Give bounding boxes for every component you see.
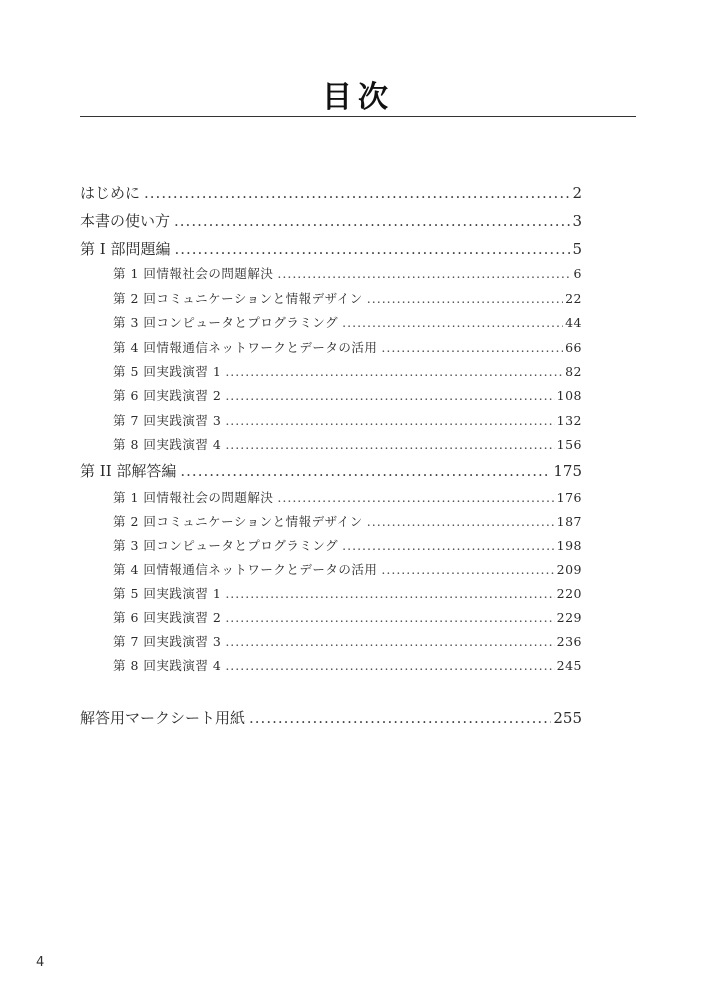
dot-leader — [225, 610, 554, 625]
dot-leader — [144, 184, 570, 202]
toc-entry-label: 第 5 回実践演習 1 — [113, 364, 222, 379]
dot-leader — [180, 462, 551, 480]
toc-subentry[interactable] — [113, 632, 582, 650]
toc-entry-label: 第 8 回実践演習 4 — [113, 658, 222, 673]
toc-entry-howto[interactable] — [80, 210, 582, 231]
toc-entry-label: 第 I 部問題編 — [80, 240, 171, 258]
dot-leader — [225, 658, 554, 673]
toc-subentry[interactable] — [113, 386, 582, 404]
toc-subentry[interactable] — [113, 313, 582, 331]
toc-subentry[interactable] — [113, 656, 582, 674]
toc-subentry[interactable] — [113, 488, 582, 506]
dot-leader — [277, 490, 554, 505]
toc-entry-label: 第 7 回実践演習 3 — [113, 634, 222, 649]
toc-entry-label: 本書の使い方 — [80, 212, 171, 230]
toc-subentry[interactable] — [113, 411, 582, 429]
toc-entry-page: 3 — [572, 212, 582, 230]
toc-entry-page: 6 — [573, 266, 582, 281]
toc-entry-page: 245 — [556, 658, 582, 673]
toc-entry-label: 第 II 部解答編 — [80, 462, 177, 480]
toc-entry-page: 198 — [556, 538, 582, 553]
toc-entry-label: 第 3 回コンピュータとプログラミング — [113, 315, 339, 330]
toc-entry-label: 第 4 回情報通信ネットワークとデータの活用 — [113, 562, 378, 577]
dot-leader — [342, 538, 554, 553]
toc-entry-page: 22 — [565, 291, 582, 306]
toc-entry-page: 44 — [565, 315, 582, 330]
toc-entry-intro[interactable] — [80, 182, 582, 203]
toc-entry-label: 第 1 回情報社会の問題解決 — [113, 266, 274, 281]
page-title: 目次 — [322, 80, 394, 115]
toc-entry-label: 第 4 回情報通信ネットワークとデータの活用 — [113, 340, 378, 355]
dot-leader — [367, 514, 555, 529]
toc-subentry[interactable] — [113, 338, 582, 356]
toc-entry-page: 236 — [556, 634, 582, 649]
toc-entry-label: 第 1 回情報社会の問題解決 — [113, 490, 274, 505]
toc-entry-label: 第 8 回実践演習 4 — [113, 437, 222, 452]
toc-subentry[interactable] — [113, 560, 582, 578]
toc-subentry[interactable] — [113, 435, 582, 453]
toc-entry-page: 66 — [565, 340, 582, 355]
toc-entry-label: 第 5 回実践演習 1 — [113, 586, 222, 601]
dot-leader — [225, 413, 554, 428]
dot-leader — [381, 562, 554, 577]
dot-leader — [225, 364, 563, 379]
dot-leader — [174, 240, 570, 258]
dot-leader — [277, 266, 571, 281]
toc-entry-page: 220 — [556, 586, 582, 601]
toc-subentry[interactable] — [113, 512, 582, 530]
page-number: 4 — [36, 955, 45, 970]
toc-entry-page: 187 — [556, 514, 582, 529]
toc-entry-label: 第 6 回実践演習 2 — [113, 388, 222, 403]
toc-entry-part1[interactable] — [80, 238, 582, 259]
toc-entry-label: 第 6 回実践演習 2 — [113, 610, 222, 625]
dot-leader — [225, 388, 554, 403]
toc-subentry[interactable] — [113, 584, 582, 602]
toc-entry-label: 第 2 回コミュニケーションと情報デザイン — [113, 514, 363, 529]
toc-entry-part2[interactable] — [80, 460, 582, 481]
toc-entry-label: 第 2 回コミュニケーションと情報デザイン — [113, 291, 363, 306]
toc-subentry[interactable] — [113, 608, 582, 626]
dot-leader — [174, 212, 570, 230]
toc-entry-page: 209 — [556, 562, 582, 577]
toc-entry-page: 2 — [572, 184, 582, 202]
title-rule — [80, 116, 636, 117]
dot-leader — [225, 634, 554, 649]
toc-entry-label: 第 3 回コンピュータとプログラミング — [113, 538, 339, 553]
toc-entry-label: はじめに — [80, 184, 141, 202]
toc-entry-page: 5 — [572, 240, 582, 258]
toc-entry-page: 255 — [553, 709, 582, 727]
dot-leader — [249, 709, 551, 727]
dot-leader — [225, 437, 554, 452]
toc-entry-page: 108 — [556, 388, 582, 403]
toc-subentry[interactable] — [113, 362, 582, 380]
toc-entry-page: 156 — [556, 437, 582, 452]
toc-entry-marksheet[interactable] — [80, 707, 582, 728]
toc-subentry[interactable] — [113, 289, 582, 307]
toc-entry-page: 175 — [553, 462, 582, 480]
toc-entry-label: 解答用マークシート用紙 — [80, 709, 246, 727]
toc-entry-page: 132 — [556, 413, 582, 428]
dot-leader — [367, 291, 563, 306]
toc-entry-page: 229 — [556, 610, 582, 625]
dot-leader — [381, 340, 563, 355]
toc-subentry[interactable] — [113, 536, 582, 554]
toc-entry-page: 82 — [565, 364, 582, 379]
toc-entry-label: 第 7 回実践演習 3 — [113, 413, 222, 428]
dot-leader — [225, 586, 554, 601]
dot-leader — [342, 315, 563, 330]
toc-entry-page: 176 — [556, 490, 582, 505]
toc-subentry[interactable] — [113, 264, 582, 282]
